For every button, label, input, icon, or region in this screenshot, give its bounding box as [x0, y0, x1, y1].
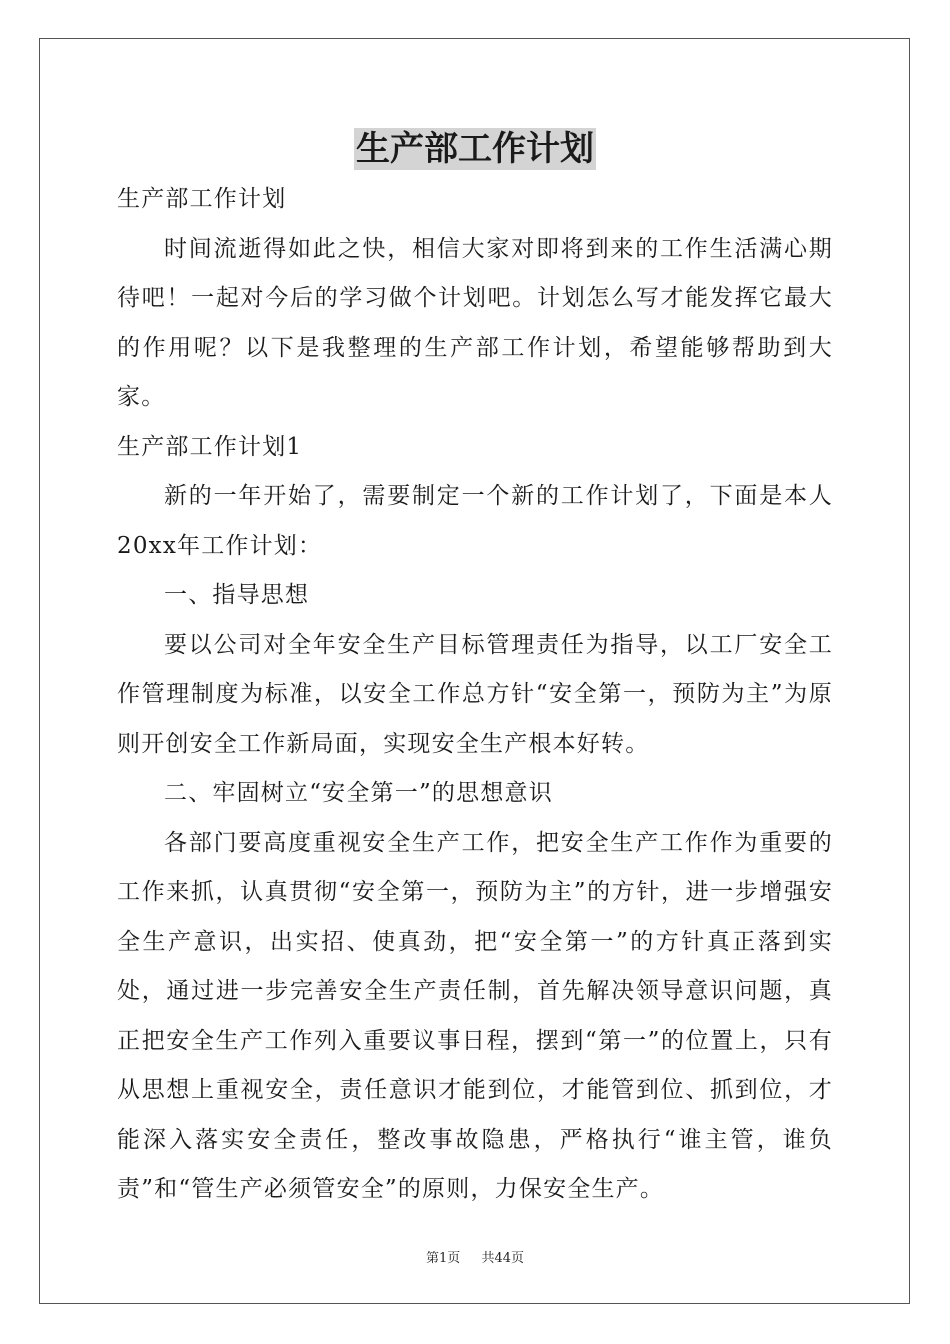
title-container — [0, 128, 950, 170]
document-title: 生产部工作计划 — [356, 129, 594, 169]
page-number: 第1页 — [426, 1251, 461, 1266]
page-footer — [0, 1247, 950, 1266]
section-heading: 一、指导思想 — [164, 582, 310, 608]
document-body — [117, 175, 833, 1215]
section-heading: 二、牢固树立“安全第一”的思想意识 — [164, 780, 553, 806]
page-total: 共44页 — [481, 1251, 524, 1266]
paragraph: 时间流逝得如此之快，相信大家对即将到来的工作生活满心期待吧！一起对今后的学习做个计划吧。计划怎么写才能发挥它最大的作用呢？以下是我整理的生产部工作计划，希望能够帮助到大家。 — [117, 235, 833, 410]
paragraph: 生产部工作计划 — [117, 186, 287, 212]
paragraph: 新的一年开始了，需要制定一个新的工作计划了，下面是本人20xx年工作计划： — [117, 483, 833, 559]
section-heading: 生产部工作计划1 — [117, 433, 303, 460]
paragraph: 各部门要高度重视安全生产工作，把安全生产工作作为重要的工作来抓，认真贯彻“安全第一，预防为主”的方针，进一步增强安全生产意识，出实招、使真劲，把“安全第一”的方针真正落到实处，通过进一步完善安全生产责任制，首先解决领导意识问题，真正把安全生产工作列入重要议事日程，摆到“第一”的位置上，只有从思想上重视安全，责任意识才能到位，才能管到位、抓到位，才能深入落实安全责任，整改事故隐患，严格执行“谁主管，谁负责”和“管生产必须管安全”的原则，力保安全生产。 — [117, 829, 833, 1202]
paragraph: 要以公司对全年安全生产目标管理责任为指导，以工厂安全工作管理制度为标准，以安全工作总方针“安全第一，预防为主”为原则开创安全工作新局面，实现安全生产根本好转。 — [117, 631, 833, 757]
